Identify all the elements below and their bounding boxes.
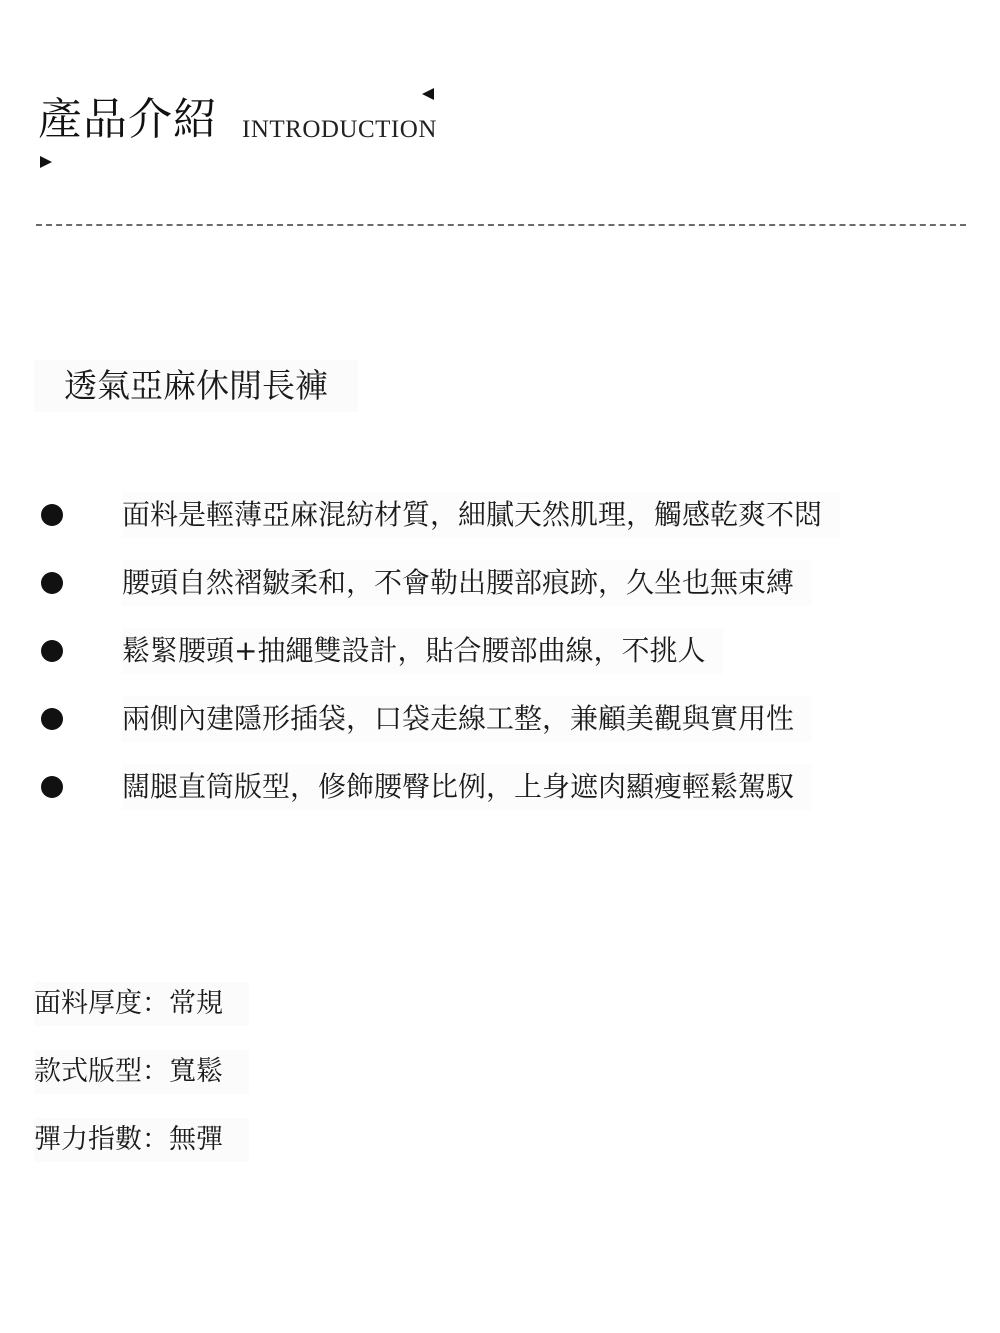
spec-text: 面料厚度：常規: [34, 982, 249, 1026]
spec-item-fabric-thickness: [34, 982, 249, 1050]
page-title: 產品介紹: [38, 94, 218, 145]
dashed-divider: [36, 224, 966, 226]
bullet-dot-icon: [41, 776, 63, 798]
bullet-dot-icon: [41, 640, 63, 662]
spec-list: [34, 982, 249, 1186]
feature-item: [38, 764, 958, 832]
triangle-left-icon: [422, 88, 434, 100]
feature-list: [38, 492, 958, 832]
feature-text: 兩側內建隱形插袋，口袋走線工整，兼顧美觀與實用性: [122, 696, 812, 742]
feature-item: [38, 492, 958, 560]
spec-text: 彈力指數：無彈: [34, 1118, 249, 1162]
triangle-right-icon: [40, 156, 52, 168]
feature-item: [38, 628, 958, 696]
page-subtitle: INTRODUCTION: [242, 116, 437, 143]
feature-text: 腰頭自然褶皺柔和，不會勒出腰部痕跡，久坐也無束縛: [122, 560, 812, 606]
feature-item: [38, 560, 958, 628]
header: [34, 90, 444, 170]
product-name: 透氣亞麻休閒長褲: [34, 360, 358, 412]
feature-text: 闊腿直筒版型，修飾腰臀比例，上身遮肉顯瘦輕鬆駕馭: [122, 764, 812, 810]
spec-item-elasticity: [34, 1118, 249, 1186]
bullet-dot-icon: [41, 708, 63, 730]
bullet-dot-icon: [41, 504, 63, 526]
bullet-dot-icon: [41, 572, 63, 594]
feature-item: [38, 696, 958, 764]
feature-text: 面料是輕薄亞麻混紡材質，細膩天然肌理，觸感乾爽不悶: [122, 492, 840, 538]
spec-text: 款式版型：寬鬆: [34, 1050, 249, 1094]
feature-text: 鬆緊腰頭+抽繩雙設計，貼合腰部曲線，不挑人: [122, 628, 723, 674]
spec-item-fit: [34, 1050, 249, 1118]
